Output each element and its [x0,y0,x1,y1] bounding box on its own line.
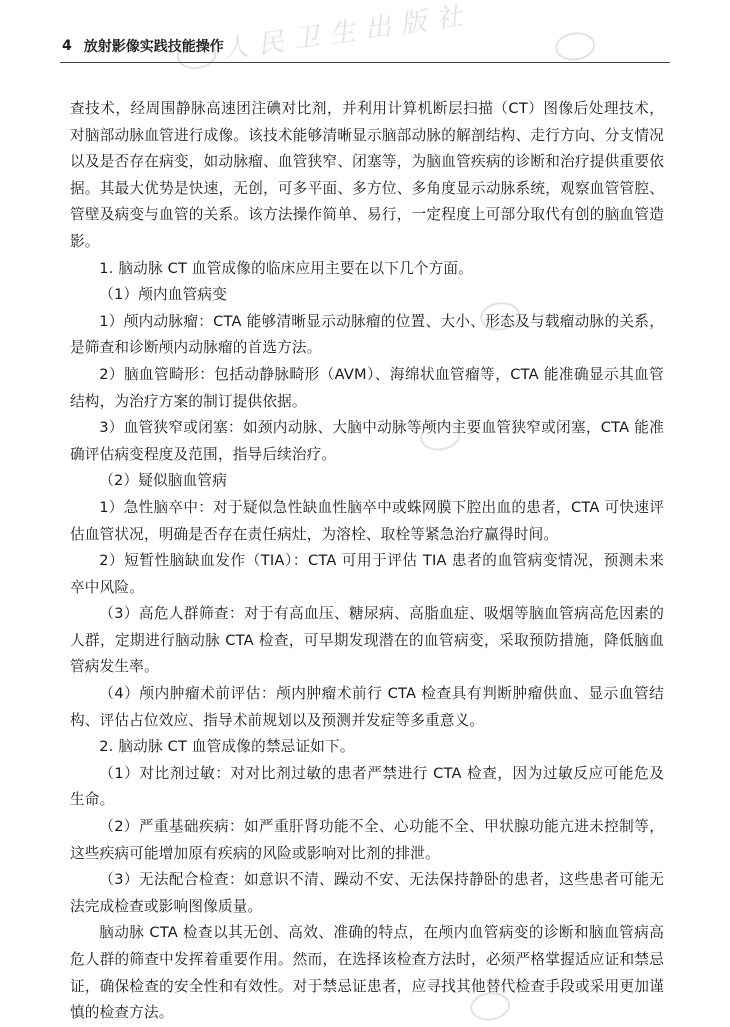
book-title: 放射影像实践技能操作 [83,39,224,55]
paragraph: 2）脑血管畸形：包括动静脉畸形（AVM）、海绵状血管瘤等，CTA 能准确显示其血管结构，为治疗方案的制订提供依据。 [70,365,664,410]
paragraph: （2）疑似脑血管病 [99,472,228,490]
paragraph: 脑动脉 CTA 检查以其无创、高效、准确的特点，在颅内血管病变的诊断和脑血管病高危人群的筛查中发挥着重要作用。然而，在选择该检查方法时，必须严格掌握适应证和禁忌证，确保检查的安全性和有效性。对于禁忌证患者，应寻找其他替代检查手段或采用更加谨慎的检查方法。 [70,924,664,1022]
paragraph: 查技术，经周围静脉高速团注碘对比剂，并利用计算机断层扫描（CT）图像后处理技术，对脑部动脉血管进行成像。该技术能够清晰显示脑部动脉的解剖结构、走行方向、分支情况以及是否存在病变，如动脉瘤、血管狭窄、闭塞等，为脑血管疾病的诊断和治疗提供重要依据。其最大优势是快速，无创，可多平面、多方位、多角度显示动脉系统，观察血管管腔、管壁及病变与血管的关系。该方法操作简单、易行，一定程度上可部分取代有创的脑血管造影。 [70,100,664,250]
paragraph: 2）短暂性脑缺血发作（TIA）：CTA 可用于评估 TIA 患者的血管病变情况，预测未来卒中风险。 [70,552,664,596]
paragraph: （4）颅内肿瘤术前评估：颅内肿瘤术前行 CTA 检查具有判断肿瘤供血、显示血管结构、评估占位效应、指导术前规划以及预测并发症等多重意义。 [70,685,664,729]
running-header [62,36,670,56]
paragraph: （3）高危人群筛查：对于有高血压、糖尿病、高脂血症、吸烟等脑血管病高危因素的人群，定期进行脑动脉 CTA 检查，可早期发现潜在的血管病变，采取预防措施，降低脑血管病发生率。 [70,605,664,676]
page-number: 4 [62,38,72,54]
watermark: 人民卫生出版社 [174,0,474,73]
paragraph: （3）无法配合检查：如意识不清、躁动不安、无法保持静卧的患者，这些患者可能无法完成检查或影响图像质量。 [70,871,664,915]
paragraph: （1）对比剂过敏：对对比剂过敏的患者严禁进行 CTA 检查，因为过敏反应可能危及生命。 [70,764,664,809]
paragraph: （1）颅内血管病变 [99,286,228,304]
paragraph: 3）血管狭窄或闭塞：如颈内动脉、大脑中动脉等颅内主要血管狭窄或闭塞，CTA 能准确评估病变程度及范围，指导后续治疗。 [70,419,664,463]
paragraph: 1）颅内动脉瘤：CTA 能够清晰显示动脉瘤的位置、大小、形态及与载瘤动脉的关系，是筛查和诊断颅内动脉瘤的首选方法。 [70,312,664,357]
header-divider [60,62,670,63]
paragraph: 2. 脑动脉 CT 血管成像的禁忌证如下。 [99,738,355,756]
paragraph: （2）严重基础疾病：如严重肝肾功能不全、心功能不全、甲状腺功能亢进未控制等，这些疾病可能增加原有疾病的风险或影响对比剂的排泄。 [70,818,664,862]
paragraph: 1）急性脑卒中：对于疑似急性缺血性脑卒中或蛛网膜下腔出血的患者，CTA 可快速评估血管状况，明确是否存在责任病灶，为溶栓、取栓等紧急治疗赢得时间。 [70,498,664,543]
body-text [70,96,664,1027]
paragraph: 1. 脑动脉 CT 血管成像的临床应用主要在以下几个方面。 [99,259,473,277]
